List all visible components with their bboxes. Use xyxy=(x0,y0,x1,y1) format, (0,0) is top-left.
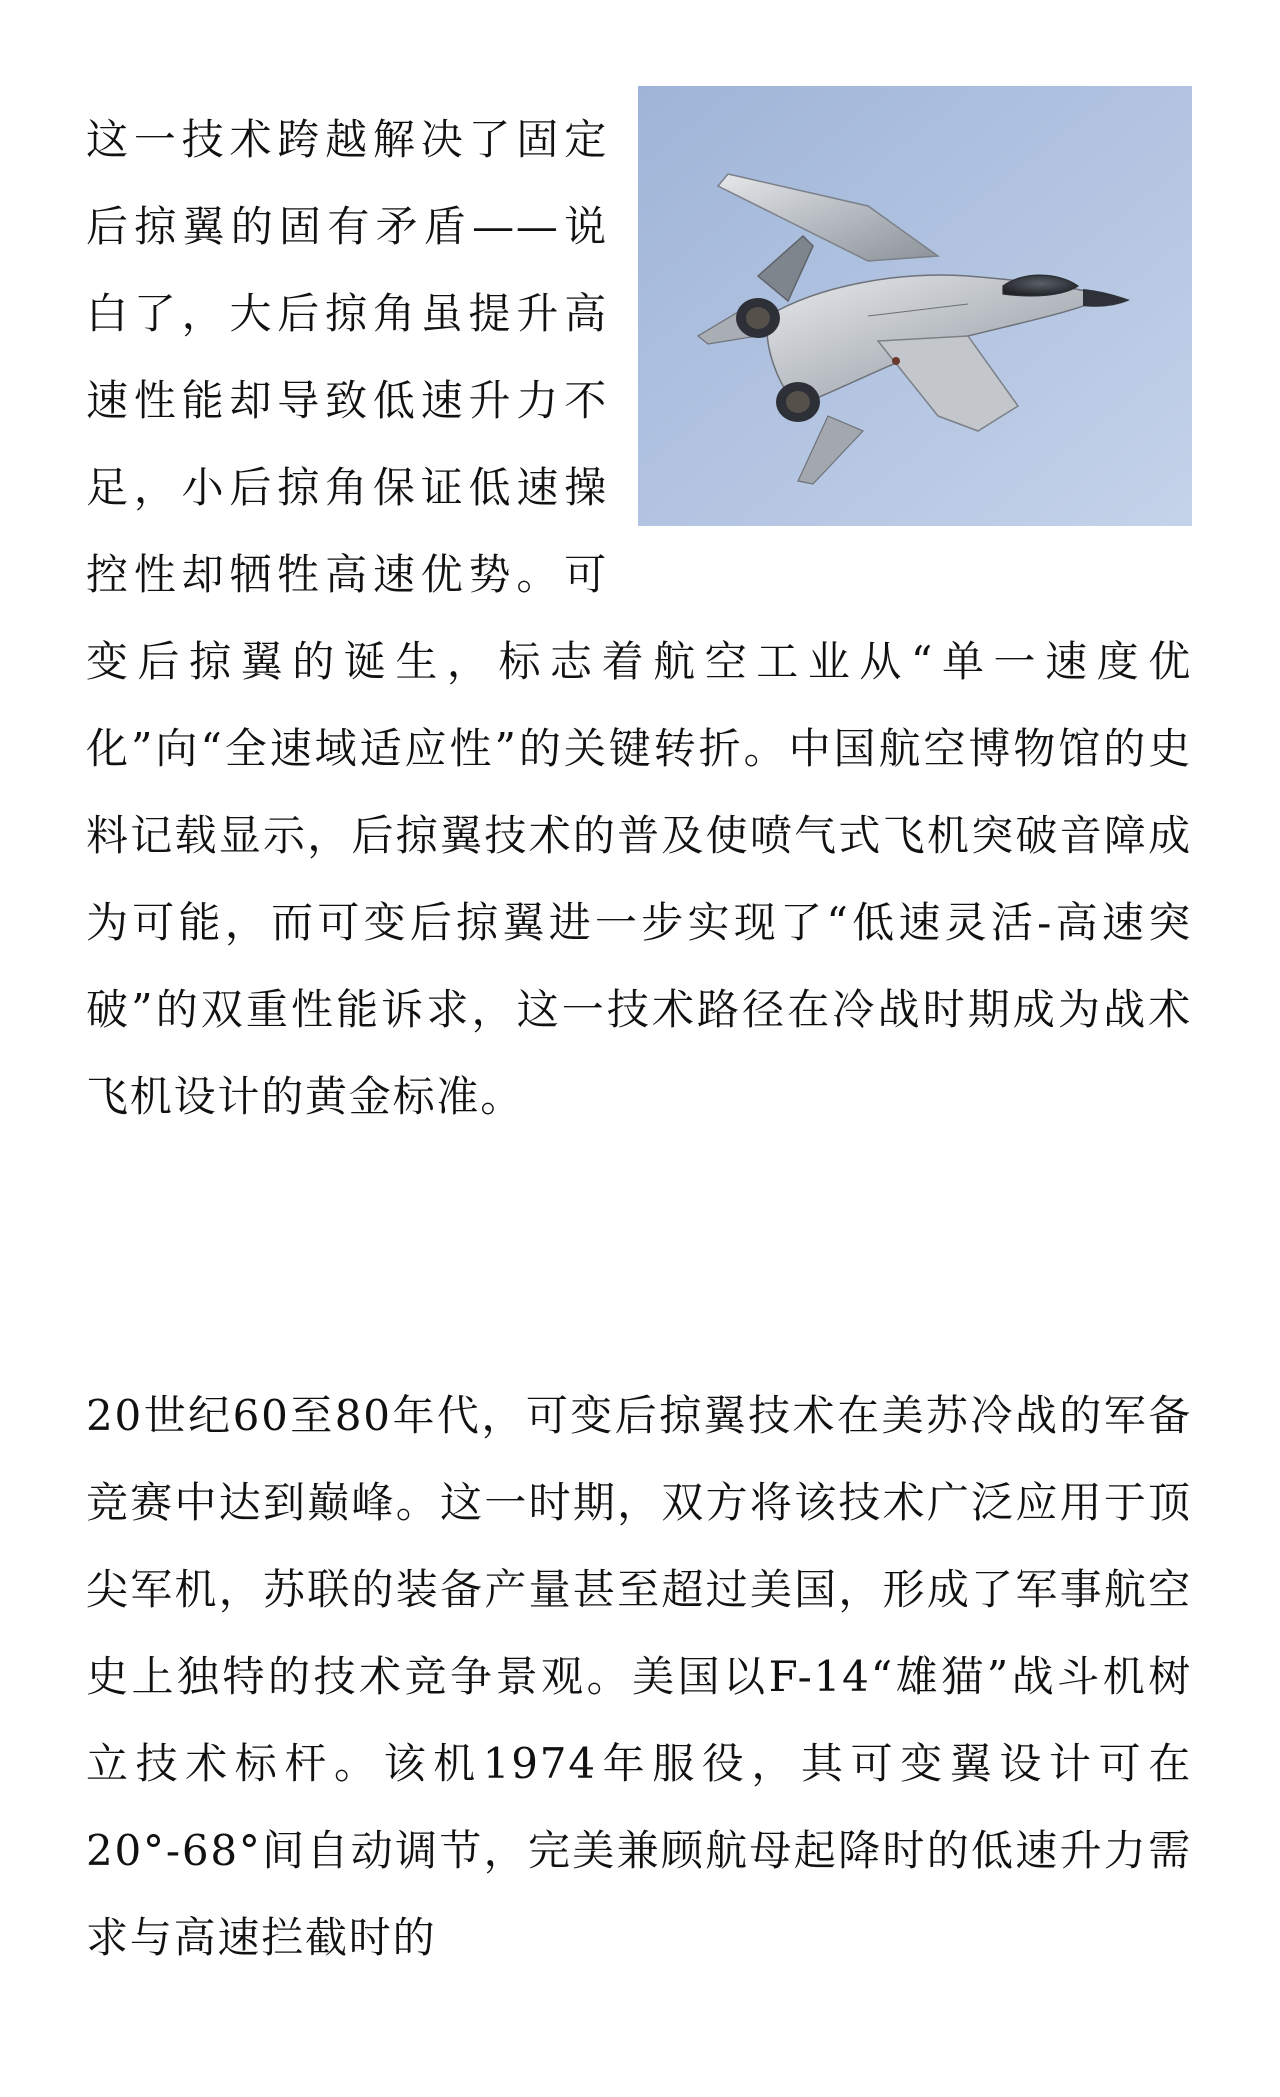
paragraph-2: 20世纪60至80年代，可变后掠翼技术在美苏冷战的军备竞赛中达到巅峰。这一时期，双方将该技术广泛应用于顶尖军机，苏联的装备产量甚至超过美国，形成了军事航空史上独特的技术竞争景观。美国以F-14“雄猫”战斗机树立技术标杆。该机1974年服役，其可变翼设计可在20°-68°间自动调节，完美兼顾航母起降时的低速升力需求与高速拦截时的 xyxy=(86,1391,1192,1962)
paragraph-1-container xyxy=(86,96,1192,1140)
image-float-space xyxy=(608,96,1192,548)
paragraph-1: 这一技术跨越解决了固定后掠翼的固有矛盾——说白了，大后掠角虽提升高速性能却导致低速升力不足，小后掠角保证低速操控性却牺牲高速优势。可变后掠翼的诞生，标志着航空工业从“单一速度优化”向“全速域适应性”的关键转折。中国航空博物馆的史料记载显示，后掠翼技术的普及使喷气式飞机突破音障成为可能，而可变后掠翼进一步实现了“低速灵活-高速突破”的双重性能诉求，这一技术路径在冷战时期成为战术飞机设计的黄金标准。 xyxy=(86,115,1192,1121)
